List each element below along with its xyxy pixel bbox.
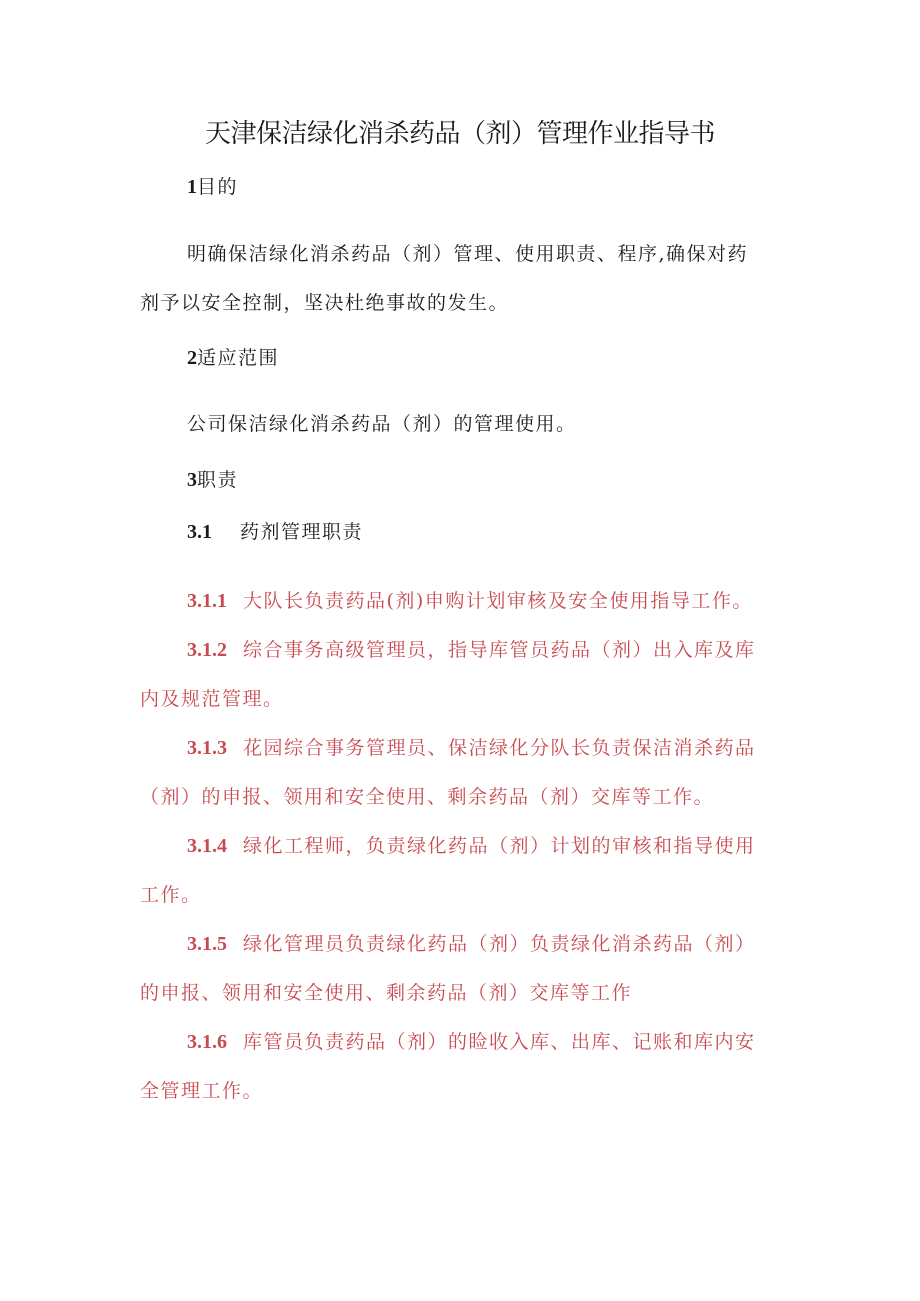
- item-3-1-3-number: 3.1.3: [187, 737, 227, 759]
- item-3-1-2-number: 3.1.2: [187, 639, 227, 661]
- section-2-body: 公司保洁绿化消杀药品（剂）的管理使用。: [187, 413, 577, 435]
- item-3-1-6-line-2: 全管理工作。: [140, 1080, 264, 1102]
- section-3-1-number: 3.1: [187, 521, 212, 543]
- item-3-1-2-text: 综合事务高级管理员，指导库管员药品（剂）出入库及库: [243, 639, 756, 661]
- item-3-1-5-text: 绿化管理员负责绿化药品（剂）负责绿化消杀药品（剂）: [243, 933, 756, 955]
- section-3-number: 3: [187, 469, 197, 491]
- item-3-1-3-text: 花园综合事务管理员、保洁绿化分队长负责保洁消杀药品: [243, 737, 756, 759]
- item-3-1-6-line-1: [187, 1029, 756, 1055]
- section-1-number: 1: [187, 176, 197, 198]
- section-1-heading: [187, 174, 238, 200]
- item-3-1-4-line-2: 工作。: [140, 884, 202, 906]
- item-3-1-2-line-2: 内及规范管理。: [140, 688, 284, 710]
- section-2-title: 适应范围: [197, 347, 280, 369]
- section-2-number: 2: [187, 347, 197, 369]
- item-3-1-4-text: 绿化工程师，负责绿化药品（剂）计划的审核和指导使用: [243, 835, 756, 857]
- section-3-heading: [187, 467, 238, 493]
- item-3-1-5-number: 3.1.5: [187, 933, 227, 955]
- item-3-1-3-line-1: [187, 735, 756, 761]
- item-3-1-4-number: 3.1.4: [187, 835, 227, 857]
- section-3-1-title: 药剂管理职责: [240, 521, 364, 543]
- item-3-1-6-number: 3.1.6: [187, 1031, 227, 1053]
- document-title: 天津保洁绿化消杀药品（剂）管理作业指导书: [204, 119, 715, 149]
- item-3-1-4-line-1: [187, 833, 756, 859]
- section-3-title: 职责: [197, 469, 239, 491]
- item-3-1-1-number: 3.1.1: [187, 590, 227, 612]
- item-3-1-5-line-2: 的申报、领用和安全使用、剩余药品（剂）交库等工作: [140, 982, 633, 1004]
- section-1-title: 目的: [197, 176, 239, 198]
- item-3-1-1-text: 大队长负责药品(剂)申购计划审核及安全使用指导工作。: [243, 590, 753, 612]
- section-1-body-line-2: 剂予以安全控制，坚决杜绝事故的发生。: [140, 292, 510, 314]
- item-3-1-5-line-1: [187, 931, 756, 957]
- section-3-1-heading: [187, 519, 363, 545]
- item-3-1-1-line-1: [187, 588, 753, 614]
- section-1-body-line-1: 明确保洁绿化消杀药品（剂）管理、使用职责、程序,确保对药: [187, 243, 749, 265]
- item-3-1-3-line-2: （剂）的申报、领用和安全使用、剩余药品（剂）交库等工作。: [140, 786, 715, 808]
- section-2-heading: [187, 345, 279, 371]
- item-3-1-2-line-1: [187, 637, 756, 663]
- item-3-1-6-text: 库管员负责药品（剂）的睑收入库、出库、记账和库内安: [243, 1031, 756, 1053]
